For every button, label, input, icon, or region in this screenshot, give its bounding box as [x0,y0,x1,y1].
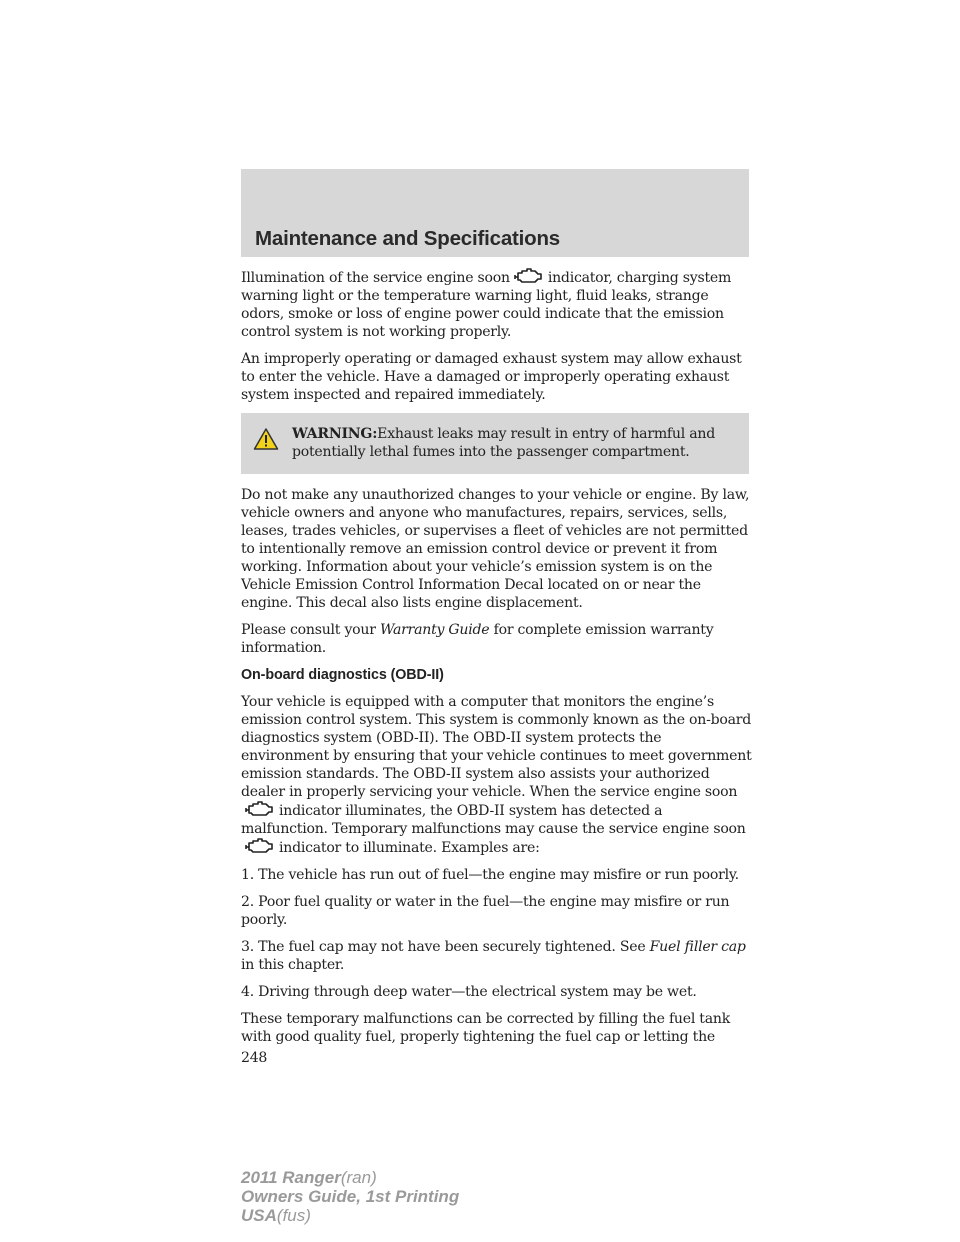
footer-guide-line: Owners Guide, 1st Printing [241,1187,460,1206]
warning-triangle-icon [253,427,279,451]
warning-text: WARNING:Exhaust leaks may result in entry of harmful and potentially lethal fumes into the passenger compartment. [292,426,715,460]
warning-label: WARNING: [292,426,378,442]
page-content [241,268,753,1067]
check-engine-icon [245,801,275,817]
fuel-filler-cap-reference: Fuel filler cap [649,939,746,955]
paragraph-obd: Your vehicle is equipped with a computer that monitors the engine’s emission control system. This system is commonly known as the on-board diagnostics system (OBD-II). The OBD-II system protects the environment by ensuring that your vehicle continues to meet government emission standards. The OBD-II system also assists your authorized dealer in properly servicing your vehicle. When the service engine soon indicator illuminates, the OBD-II system has detected a malfunction. Temporary malfunctions may cause the service engine soon indicator to illuminate. Examples are: [241,694,752,856]
list-item-3: 3. The fuel cap may not have been securely tightened. See Fuel filler cap in this chapter. [241,939,746,973]
check-engine-icon [245,838,275,854]
list-item-4: 4. Driving through deep water—the electrical system may be wet. [241,984,697,1000]
footer [241,1168,459,1225]
warranty-guide-reference: Warranty Guide [379,622,490,638]
check-engine-icon [514,268,544,284]
footer-model-line: 2011 Ranger(ran) [241,1168,377,1187]
paragraph-warranty: Please consult your Warranty Guide for complete emission warranty information. [241,622,714,656]
footer-market-line: USA(fus) [241,1206,311,1225]
page-number: 248 [241,1050,268,1066]
paragraph-temporary-malfunctions: These temporary malfunctions can be corrected by filling the fuel tank with good quality fuel, properly tightening the fuel cap or letting the [241,1011,730,1045]
section-title: Maintenance and Specifications [255,227,560,250]
section-header-band [241,169,749,257]
list-item-2: 2. Poor fuel quality or water in the fuel—the engine may misfire or run poorly. [241,894,730,928]
paragraph-unauthorized-changes: Do not make any unauthorized changes to your vehicle or engine. By law, vehicle owners and anyone who manufactures, repairs, services, sells, leases, trades vehicles, or supervises a fleet of vehicles are not permitted to intentionally remove an emission control device or prevent it from working. Information about your vehicle’s emission system is on the Vehicle Emission Control Information Decal located on or near the engine. This decal also lists engine displacement. [241,487,750,611]
list-item-1: 1. The vehicle has run out of fuel—the engine may misfire or run poorly. [241,867,739,883]
warning-box [241,413,749,474]
obd-subheading: On-board diagnostics (OBD-II) [241,667,444,683]
paragraph-emission-indicator: Illumination of the service engine soon indicator, charging system warning light or the temperature warning light, fluid leaks, strange odors, smoke or loss of engine power could indicate that the emission control system is not working properly. [241,270,732,340]
paragraph-exhaust: An improperly operating or damaged exhaust system may allow exhaust to enter the vehicle. Have a damaged or improperly operating exhaust system inspected and repaired immediately. [241,351,742,403]
